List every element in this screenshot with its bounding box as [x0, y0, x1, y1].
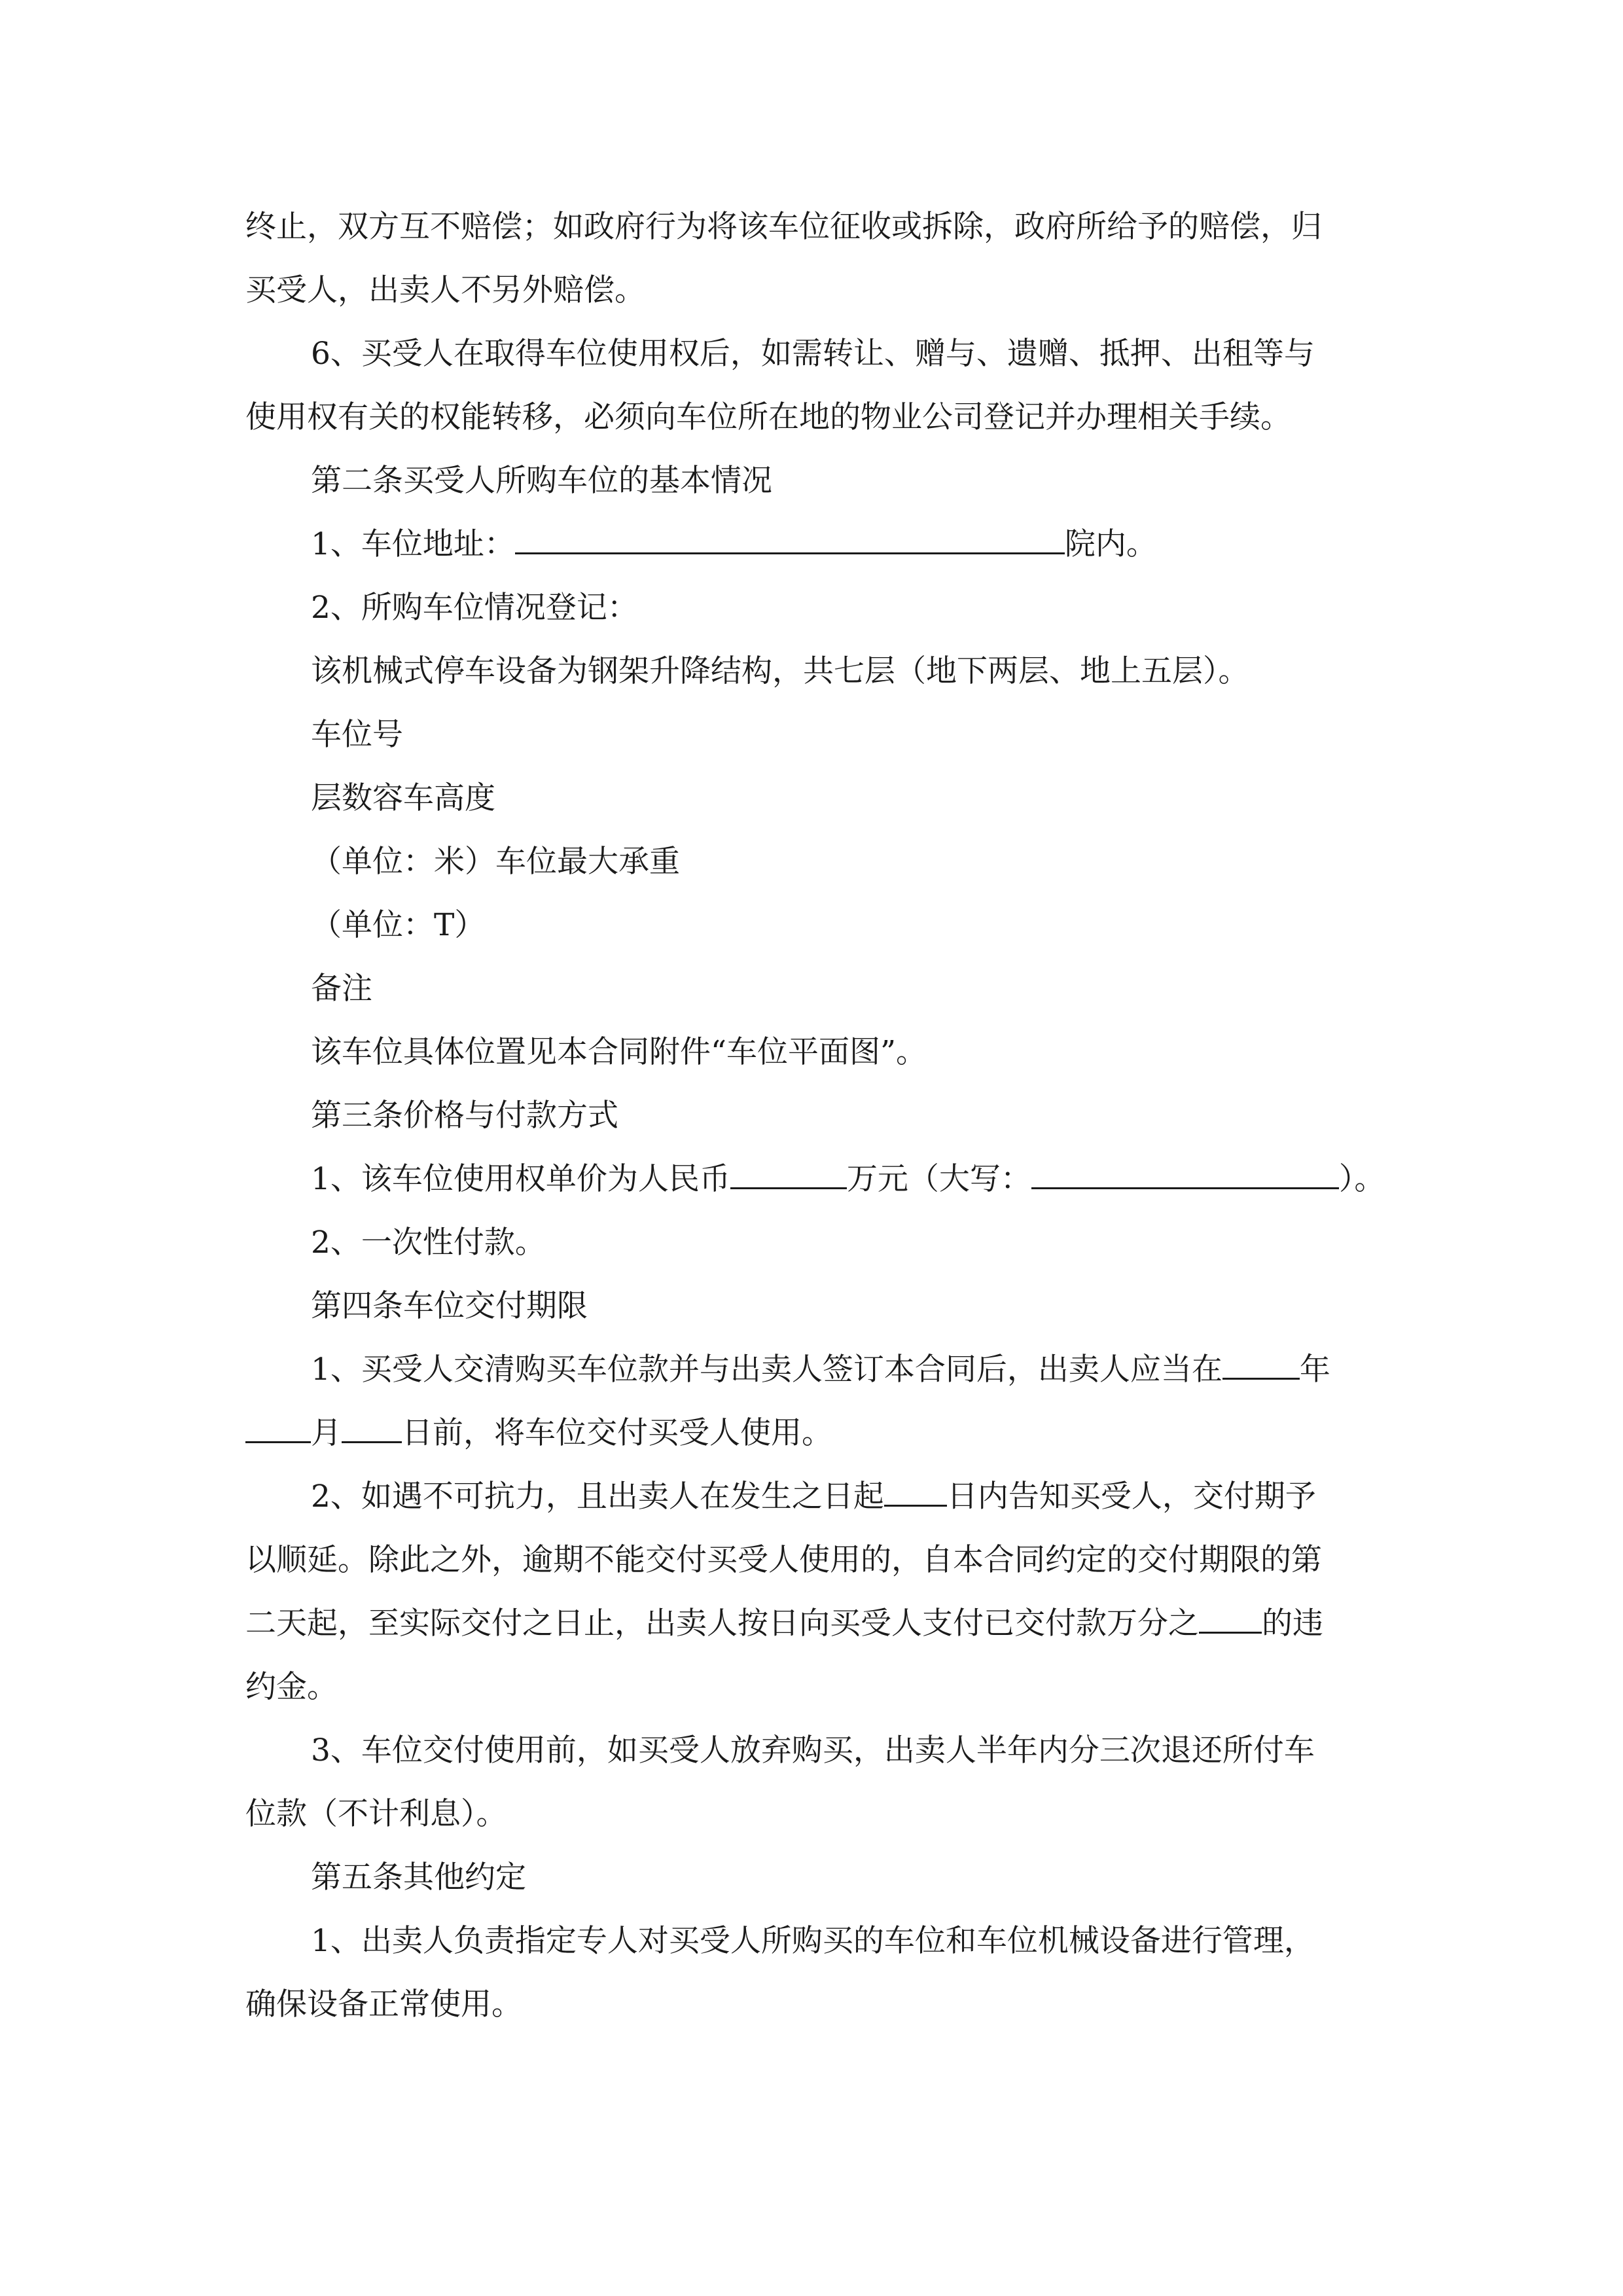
year-blank [1222, 1345, 1300, 1380]
clause-6-line-2: 使用权有关的权能转移，必须向车位所在地的物业公司登记并办理相关手续。 [245, 399, 1291, 435]
unit-ton-label: （单位：T） [311, 907, 486, 943]
document-body [245, 195, 1417, 2036]
delivery-suffix: 日前，将车位交付买受人使用。 [402, 1415, 832, 1451]
article-4-item-3-line-2: 位款（不计利息）。 [245, 1796, 507, 1832]
clause-6-line-1: 6、买受人在取得车位使用权后，如需转让、赠与、遗赠、抵押、出租等与 [311, 336, 1315, 372]
article-4-item-2-line-1 [245, 1465, 1417, 1528]
month-blank [245, 1408, 311, 1443]
address-suffix: 院内。 [1064, 526, 1157, 562]
price-uppercase-blank [1031, 1155, 1339, 1189]
remarks-label: 备注 [311, 971, 372, 1007]
penalty-rate-blank [1199, 1599, 1262, 1634]
article-2-location: 该车位具体位置见本合同附件“车位平面图”。 [311, 1034, 927, 1070]
price-suffix: ）。 [1338, 1161, 1385, 1197]
price-label: 1、该车位使用权单价为人民币 [311, 1161, 730, 1197]
article-2-title: 第二条买受人所购车位的基本情况 [311, 463, 772, 499]
month-label: 月 [311, 1415, 342, 1451]
address-label: 1、车位地址： [311, 526, 515, 562]
article-4-item-2-line-4: 约金。 [245, 1669, 338, 1705]
delivery-text: 1、买受人交清购买车位款并与出卖人签订本合同后，出卖人应当在 [311, 1352, 1222, 1388]
article-5-item-1-line-1: 1、出卖人负责指定专人对买受人所购买的车位和车位机械设备进行管理， [311, 1923, 1315, 1959]
penalty-text: 二天起，至实际交付之日止，出卖人按日向买受人支付已交付款万分之 [245, 1605, 1199, 1641]
article-4-item-2-line-3 [245, 1592, 1417, 1655]
article-2-item-1 [245, 512, 1417, 576]
day-blank [342, 1408, 402, 1443]
article-3-title: 第三条价格与付款方式 [311, 1098, 618, 1134]
article-4-item-1-line-1 [245, 1338, 1417, 1401]
notice-days-blank [884, 1472, 947, 1507]
paragraph-line: 终止，双方互不赔偿；如政府行为将该车位征收或拆除，政府所给予的赔偿，归 [245, 209, 1322, 245]
address-blank [515, 520, 1065, 554]
article-3-item-2: 2、一次性付款。 [311, 1225, 546, 1261]
floors-height-label: 层数容车高度 [311, 780, 495, 816]
article-4-item-3-line-1: 3、车位交付使用前，如买受人放弃购买，出卖人半年内分三次退还所付车 [311, 1732, 1315, 1768]
article-4-item-2-line-2: 以顺延。除此之外，逾期不能交付买受人使用的，自本合同约定的交付期限的第 [245, 1542, 1322, 1578]
penalty-suffix: 的违 [1262, 1605, 1323, 1641]
year-label: 年 [1299, 1352, 1330, 1388]
price-blank [730, 1155, 847, 1189]
article-4-title: 第四条车位交付期限 [311, 1288, 588, 1324]
unit-meter-label: （单位：米）车位最大承重 [311, 844, 680, 880]
article-5-title: 第五条其他约定 [311, 1859, 526, 1895]
parking-number-label: 车位号 [311, 717, 403, 753]
force-majeure-text: 2、如遇不可抗力，且出卖人在发生之日起 [311, 1479, 884, 1515]
price-unit: 万元（大写： [846, 1161, 1031, 1197]
paragraph-line: 买受人，出卖人不另外赔偿。 [245, 272, 645, 308]
article-2-item-2: 2、所购车位情况登记： [311, 590, 638, 626]
force-majeure-suffix: 日内告知买受人，交付期予 [946, 1479, 1316, 1515]
article-5-item-1-line-2: 确保设备正常使用。 [245, 1986, 522, 2022]
article-4-item-1-line-2 [245, 1401, 1417, 1465]
article-3-item-1 [245, 1147, 1417, 1211]
article-2-description: 该机械式停车设备为钢架升降结构，共七层（地下两层、地上五层）。 [311, 653, 1249, 689]
